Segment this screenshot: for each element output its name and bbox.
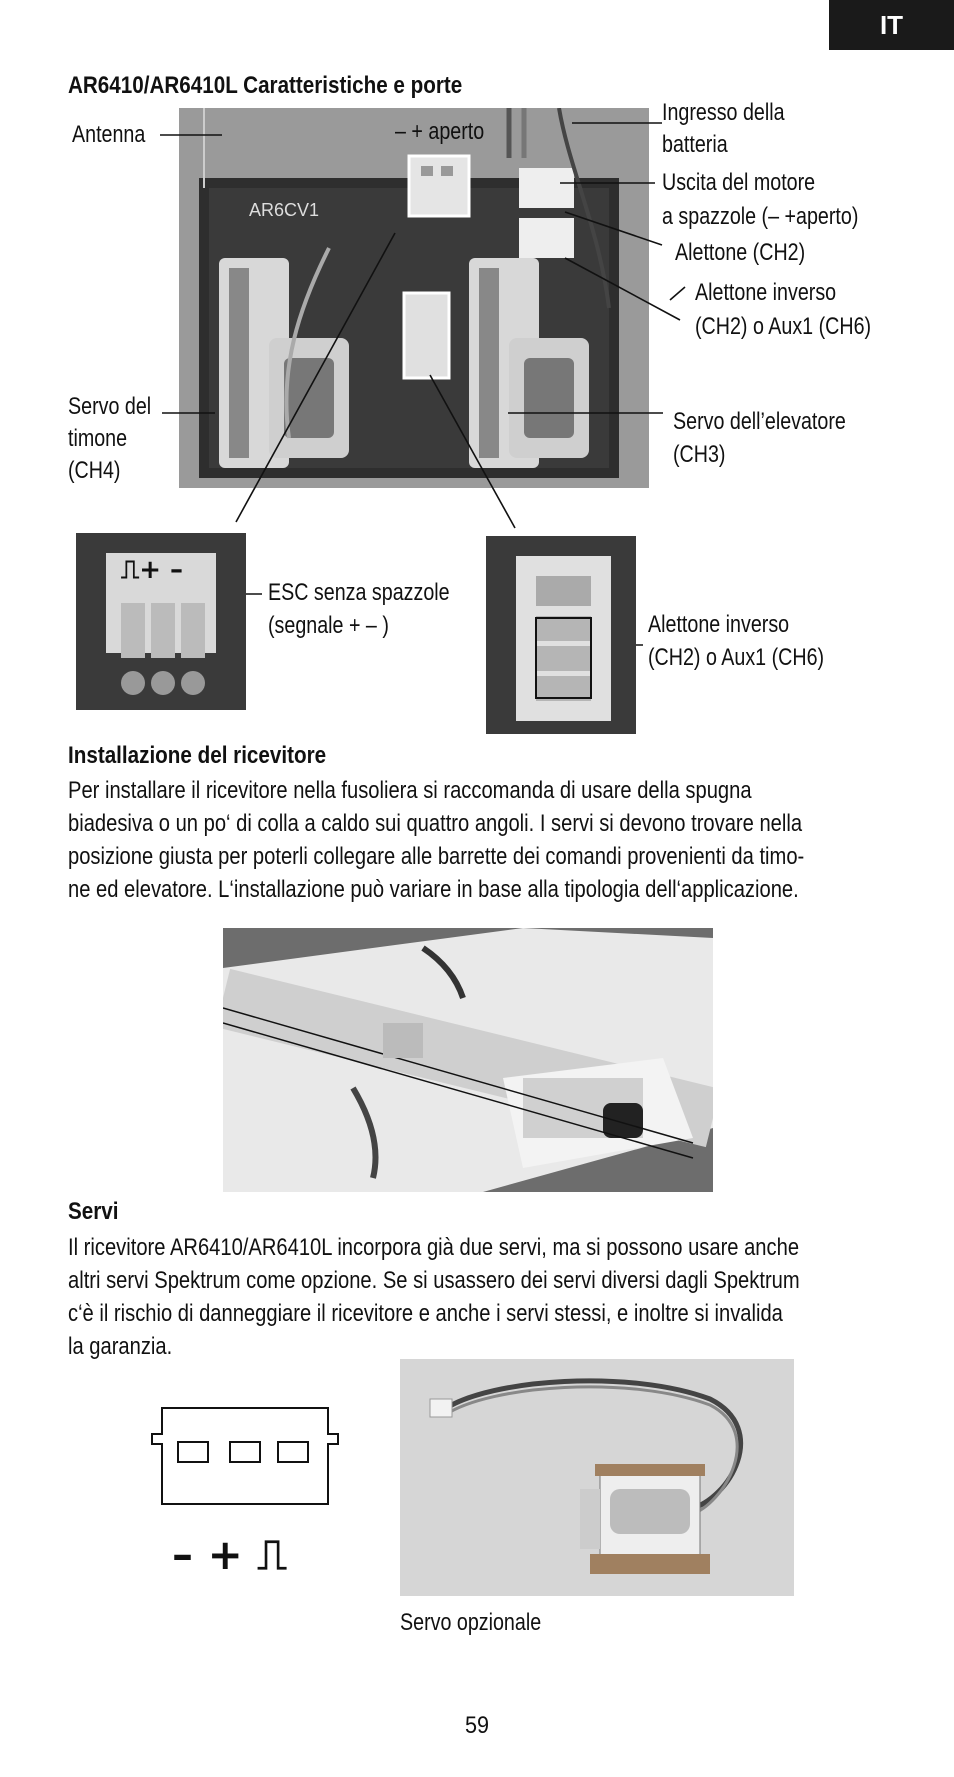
installation-line-2: biadesiva o un po‘ di colla a caldo sui quattro angoli. I servi si devono trovare nella	[68, 810, 803, 837]
page-number: 59	[464, 1712, 490, 1739]
label-motor-line1: Uscita del motore	[662, 169, 816, 196]
esc-inset-photo	[76, 533, 246, 710]
label-battery-line2: batteria	[662, 131, 728, 158]
label-antenna: Antenna	[72, 121, 146, 148]
servos-line-4: la garanzia.	[68, 1333, 173, 1360]
label-polarity-top: – + aperto	[395, 118, 485, 145]
rev-aileron-inset-graphic	[486, 536, 636, 734]
servos-line-3: c‘è il rischio di danneggiare il ricevitore e anche i servi stessi, e inoltre si invalida	[68, 1300, 783, 1327]
installation-line-3: posizione giusta per poterli collegare alle barrette dei comandi provenienti da timo-	[68, 843, 805, 870]
servos-line-1: Il ricevitore AR6410/AR6410L incorpora già due servi, ma si possono usare anche	[68, 1234, 800, 1261]
esc-inset-graphic	[76, 533, 246, 710]
label-rev-aileron-b-line2: (CH2) o Aux1 (CH6)	[648, 644, 825, 671]
optional-servo-photo	[400, 1359, 794, 1596]
label-rev-aileron-line2: (CH2) o Aux1 (CH6)	[695, 313, 872, 340]
label-rev-aileron-b-line1: Alettone inverso	[648, 611, 790, 638]
label-esc-line2: (segnale + – )	[268, 612, 389, 639]
installation-photo-graphic	[223, 928, 713, 1192]
label-aileron: Alettone (CH2)	[675, 239, 806, 266]
section-title-servos: Servi	[68, 1198, 119, 1225]
label-battery-line1: Ingresso della	[662, 99, 785, 126]
label-rudder-line2: timone	[68, 425, 128, 452]
label-elevator-line1: Servo dell’elevatore	[673, 408, 846, 435]
servos-line-2: altri servi Spektrum come opzione. Se si usassero dei servi diversi dagli Spektrum	[68, 1267, 800, 1294]
rev-aileron-inset-photo	[486, 536, 636, 734]
optional-servo-caption: Servo opzionale	[400, 1609, 542, 1636]
section-title-installation: Installazione del ricevitore	[68, 742, 327, 769]
board-print: AR6CV1	[249, 200, 320, 220]
label-esc-line1: ESC senza spazzole	[268, 579, 450, 606]
connector-polarity-symbol: – + ⎍	[172, 1530, 287, 1579]
label-elevator-line2: (CH3)	[673, 441, 726, 468]
label-rudder-line1: Servo del	[68, 393, 152, 420]
label-rev-aileron-line1: Alettone inverso	[695, 279, 837, 306]
language-tab: IT	[829, 0, 954, 50]
installation-line-1: Per installare il ricevitore nella fusoliera si raccomanda di usare della spugna	[68, 777, 752, 804]
label-rudder-line3: (CH4)	[68, 457, 121, 484]
section-title-features: AR6410/AR6410L Caratteristiche e porte	[68, 72, 463, 99]
connector-diagram	[140, 1400, 350, 1510]
esc-symbol: ⎍+ –	[121, 555, 184, 585]
optional-servo-graphic	[400, 1359, 794, 1596]
installation-photo	[223, 928, 713, 1192]
label-motor-line2: a spazzole (– +aperto)	[662, 203, 859, 230]
installation-line-4: ne ed elevatore. L‘installazione può variare in base alla tipologia dell‘applicazione.	[68, 876, 799, 903]
